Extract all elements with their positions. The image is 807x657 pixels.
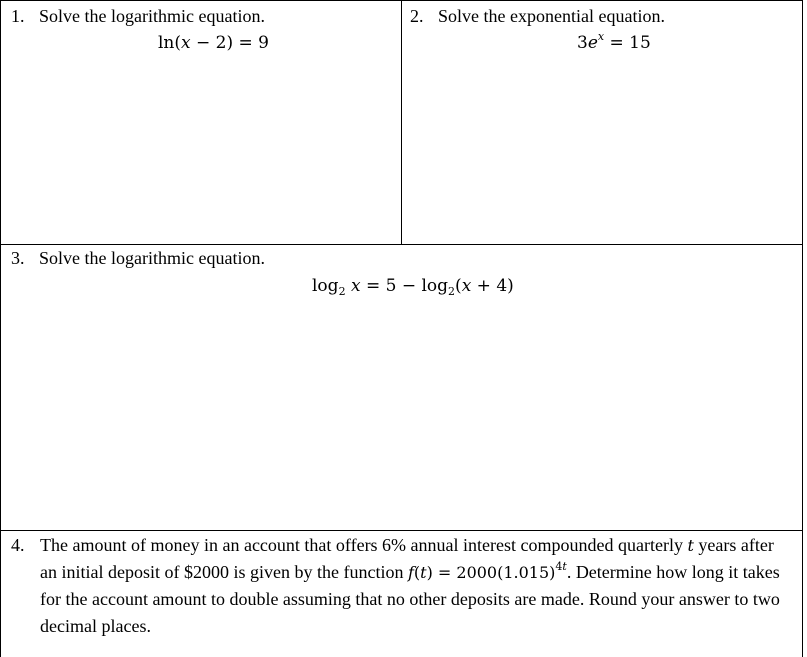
- row-divider-2: [0, 530, 803, 531]
- problem-4-text-part-2: years after an initial deposit of $2000 is given by the function: [40, 535, 774, 582]
- problem-1-text: Solve the logarithmic equation.: [39, 6, 265, 26]
- problem-1-prompt: [11, 6, 265, 26]
- problem-2-text: Solve the exponential equation.: [438, 6, 665, 26]
- problem-1-cell: [1, 1, 401, 244]
- problem-1-equation: ln(x − 2) = 9: [158, 33, 269, 53]
- problem-2-number: 2.: [410, 6, 424, 26]
- problem-1-number: 1.: [11, 6, 25, 26]
- problem-2-cell: [402, 1, 802, 244]
- right-border: [802, 0, 803, 657]
- problem-4-text-part-3: . Determine how long it takes for the account amount to double assuming that no other deposits are made. Round your answer to two decimal places.: [40, 562, 780, 636]
- problem-4-function: $f(t) = 2000(1.015)^{4t}$: [407, 560, 567, 582]
- problem-4-variable-t: t: [687, 536, 694, 555]
- problem-3-number: 3.: [11, 248, 25, 268]
- problem-2-equation: $3e^x = 15$: [577, 30, 651, 53]
- problem-3-prompt: [11, 248, 265, 268]
- problem-3-equation: $\log_2 x = 5 - \log_2(x + 4)$: [312, 276, 514, 298]
- problem-4-number: 4.: [11, 535, 25, 555]
- problem-4-text-part-1: The amount of money in an account that offers 6% annual interest compounded quarterly: [40, 535, 688, 555]
- problem-2-prompt: [410, 6, 665, 26]
- problem-3-cell: [1, 245, 802, 530]
- problem-3-text: Solve the logarithmic equation.: [39, 248, 265, 268]
- problem-4-text: [11, 532, 780, 640]
